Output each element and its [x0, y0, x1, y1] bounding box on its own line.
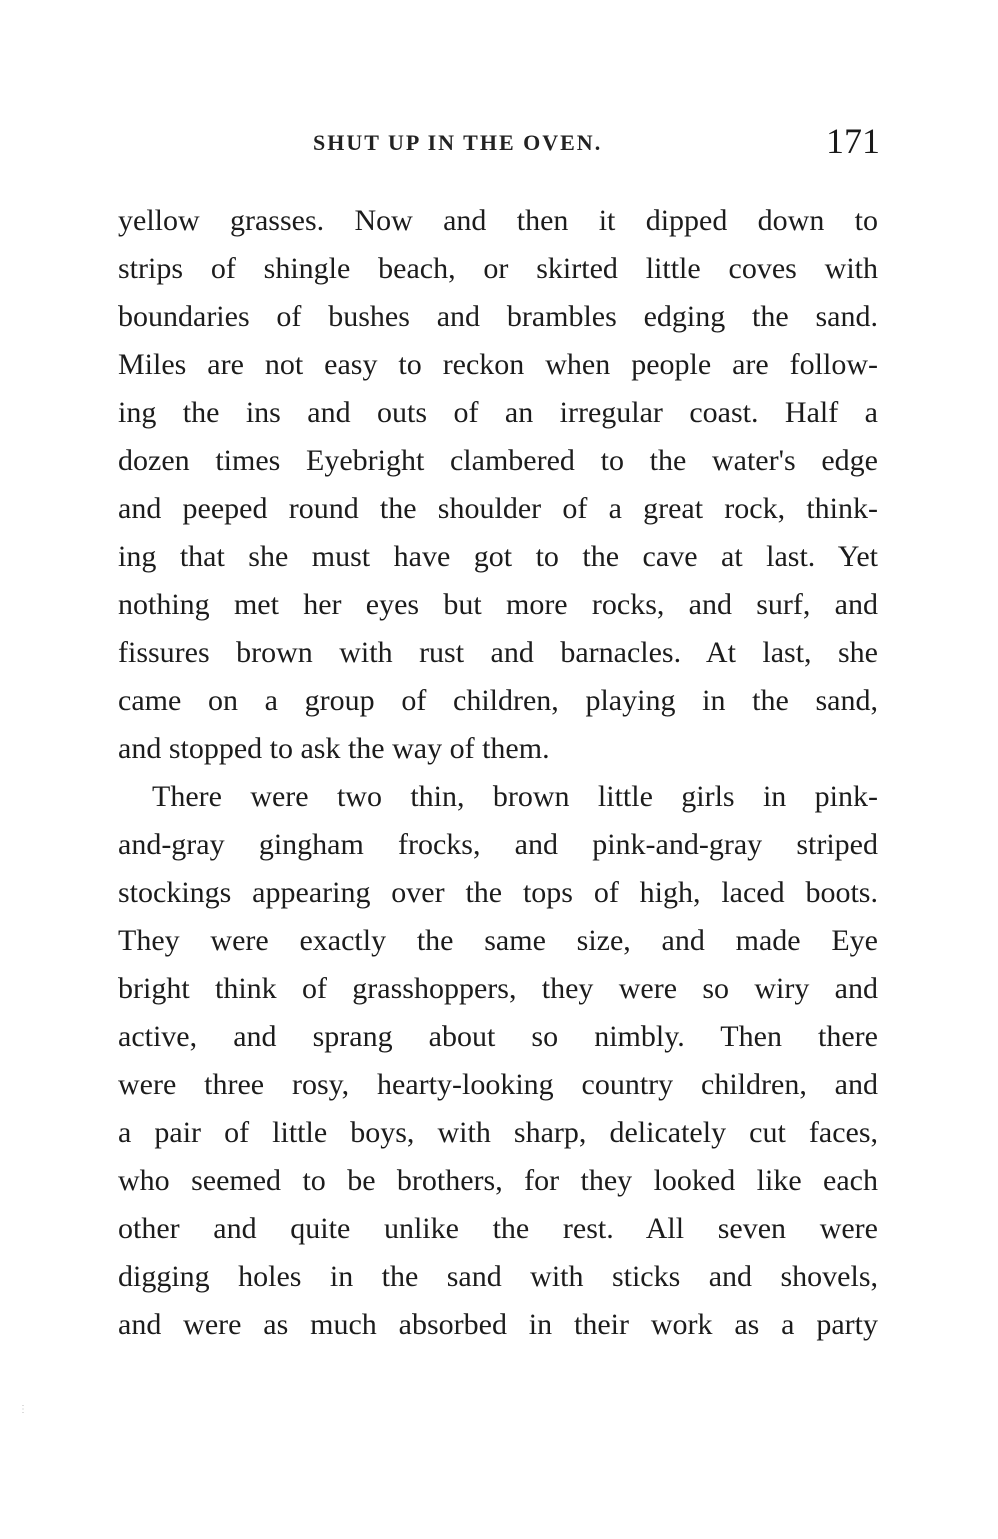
text-line: a pair of little boys, with sharp, delicately cut faces,	[118, 1116, 878, 1149]
text-line: strips of shingle beach, or skirted little coves with	[118, 252, 878, 285]
body-text	[118, 199, 878, 1351]
text-line: nothing met her eyes but more rocks, and surf, and	[118, 588, 878, 621]
text-line: who seemed to be brothers, for they looked like each	[118, 1164, 878, 1197]
text-line: came on a group of children, playing in the sand,	[118, 684, 878, 717]
text-line: yellow grasses. Now and then it dipped down to	[118, 204, 878, 237]
text-line: other and quite unlike the rest. All seven were	[118, 1212, 878, 1245]
text-line: ing the ins and outs of an irregular coast. Half a	[118, 396, 878, 429]
text-line: and stopped to ask the way of them.	[118, 732, 550, 765]
text-line: They were exactly the same size, and made Eye	[118, 924, 878, 957]
text-line: were three rosy, hearty-looking country children, and	[118, 1068, 878, 1101]
text-line: dozen times Eyebright clambered to the water's edge	[118, 444, 878, 477]
text-line: digging holes in the sand with sticks and shovels,	[118, 1260, 878, 1293]
text-line: bright think of grasshoppers, they were so wiry and	[118, 972, 878, 1005]
text-line: boundaries of bushes and brambles edging the sand.	[118, 300, 878, 333]
text-line: and peeped round the shoulder of a great rock, think-	[118, 492, 878, 525]
running-head	[118, 121, 880, 166]
paragraph-2	[118, 775, 878, 1351]
page-number: 171	[826, 121, 880, 161]
text-line: fissures brown with rust and barnacles. At last, she	[118, 636, 878, 669]
text-line: stockings appearing over the tops of high, laced boots.	[118, 876, 878, 909]
paragraph-1	[118, 199, 878, 775]
text-line: active, and sprang about so nimbly. Then there	[118, 1020, 878, 1053]
text-line: ing that she must have got to the cave at last. Yet	[118, 540, 878, 573]
text-line: There were two thin, brown little girls in pink-	[152, 780, 878, 813]
text-line: and-gray gingham frocks, and pink-and-gray striped	[118, 828, 878, 861]
running-title: SHUT UP IN THE OVEN.	[313, 130, 603, 155]
paper-speck-mark: ⋮	[18, 1404, 28, 1415]
text-line: and were as much absorbed in their work as a party	[118, 1308, 878, 1341]
text-line: Miles are not easy to reckon when people are follow-	[118, 348, 878, 381]
